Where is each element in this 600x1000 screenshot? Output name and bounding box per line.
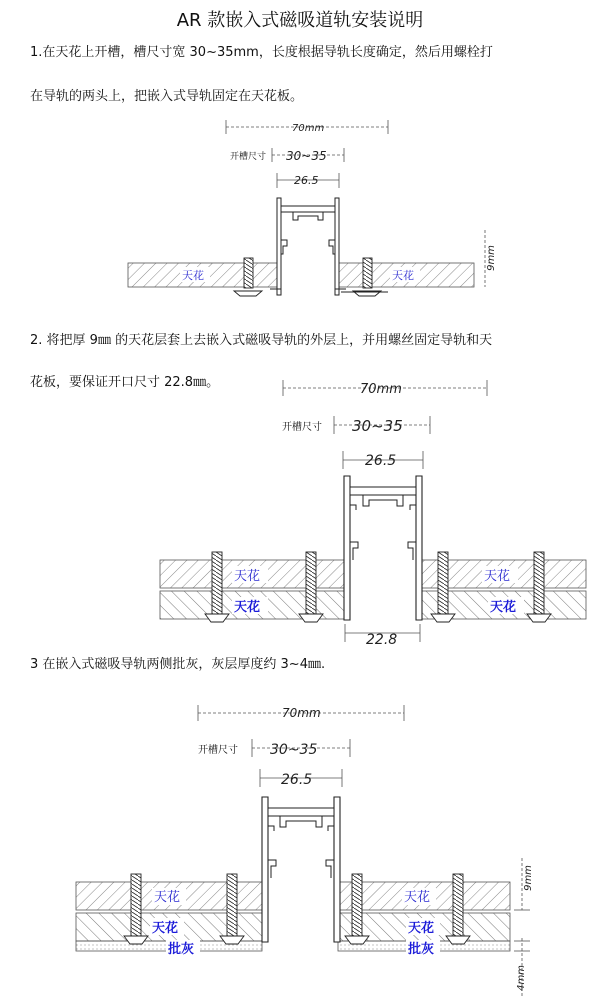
- diagram-3: [76, 705, 534, 996]
- dim1-slot-range: 30~35: [286, 149, 327, 163]
- d3-plaster-left: 批灰: [168, 942, 195, 957]
- d2-ceiling-bottom-left: 天花: [234, 600, 261, 615]
- dim2-slot-label: 开槽尺寸: [282, 422, 322, 433]
- d3-ceiling-bottom-right: 天花: [408, 921, 435, 936]
- d3-ceiling-bottom-left: 天花: [152, 921, 179, 936]
- d3-plaster-right: 批灰: [408, 942, 435, 957]
- d3-thickness-4: 4mm: [516, 965, 527, 991]
- step1-line1: 1.在天花上开槽，槽尺寸宽 30~35mm，长度根据导轨长度确定，然后用螺栓打: [30, 45, 493, 60]
- step3-line1: 3 在嵌入式磁吸导轨两侧批灰，灰层厚度约 3~4㎜.: [30, 657, 326, 672]
- d3-thickness-9: 9mm: [523, 865, 534, 891]
- d1-ceiling-right: 天花: [392, 269, 414, 282]
- dim3-inner-width: 26.5: [281, 772, 313, 788]
- dim1-inner-width: 26.5: [294, 174, 319, 187]
- step2-line1: 2. 将把厚 9㎜ 的天花层套上去嵌入式磁吸导轨的外层上，并用螺丝固定导轨和天: [30, 333, 493, 348]
- dim1-70mm: 70mm: [292, 123, 325, 134]
- d2-ceiling-bottom-right: 天花: [490, 600, 517, 615]
- d3-ceiling-top-right: 天花: [404, 890, 431, 905]
- dim2-slot-range: 30~35: [352, 417, 403, 435]
- dim2-opening: 22.8: [366, 632, 398, 648]
- dim3-70mm: 70mm: [282, 706, 321, 720]
- dim3-slot-label: 开槽尺寸: [198, 745, 238, 756]
- diagram-1: [128, 120, 497, 296]
- d1-ceiling-left: 天花: [182, 269, 204, 282]
- step1-line2: 在导轨的两头上，把嵌入式导轨固定在天花板。: [30, 89, 304, 104]
- step2-line2: 花板，要保证开口尺寸 22.8㎜。: [30, 375, 220, 390]
- diagram-2: [160, 380, 586, 648]
- dim2-inner-width: 26.5: [365, 453, 397, 469]
- d3-ceiling-top-left: 天花: [154, 890, 181, 905]
- dim3-slot-range: 30~35: [270, 742, 318, 758]
- dim1-slot-label: 开槽尺寸: [230, 152, 267, 162]
- d1-thickness: 9mm: [486, 245, 497, 271]
- dim2-70mm: 70mm: [360, 382, 402, 397]
- d2-ceiling-top-right: 天花: [484, 569, 511, 584]
- d2-ceiling-top-left: 天花: [234, 569, 261, 584]
- page-title: AR 款嵌入式磁吸道轨安装说明: [176, 10, 424, 31]
